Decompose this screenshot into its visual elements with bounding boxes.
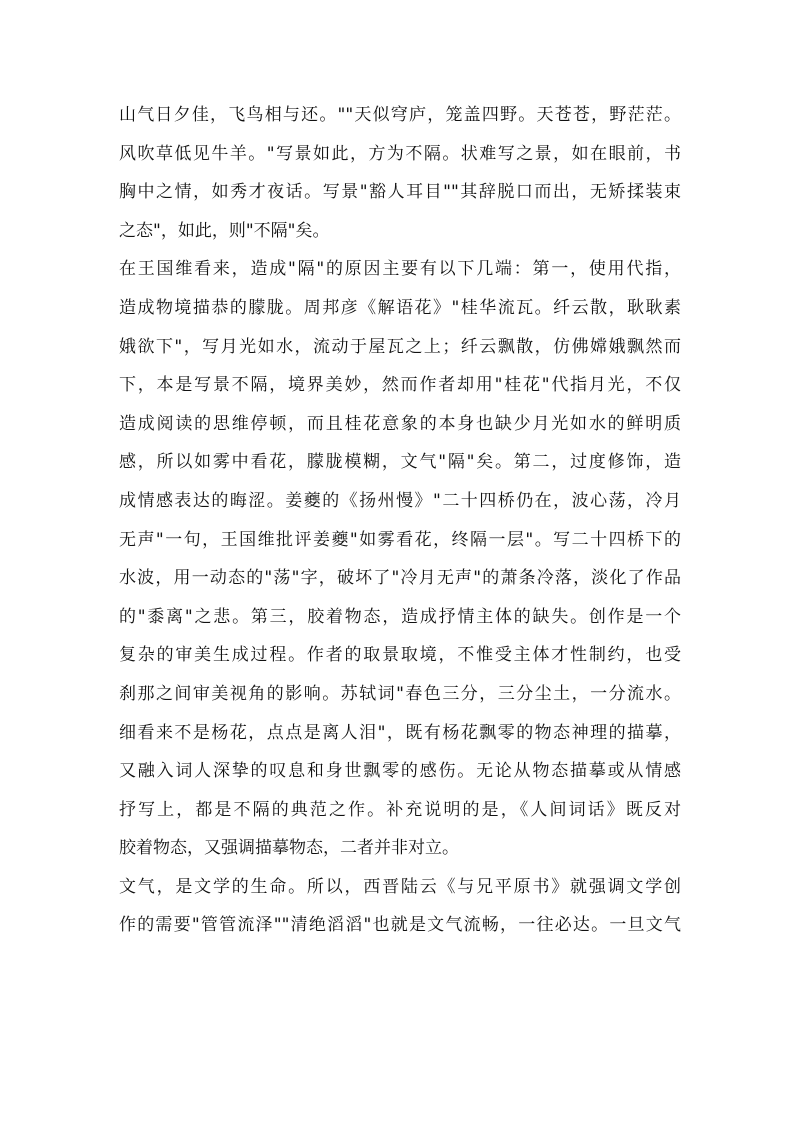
text-line: 之态"，如此，则"不隔"矣。 bbox=[119, 220, 330, 241]
document-body bbox=[119, 100, 681, 949]
text-line: 刹那之间审美视角的影响。苏轼词"春色三分，三分尘土，一分流水。 bbox=[119, 683, 681, 704]
text-line: 的"黍离"之悲。第三，胶着物态，造成抒情主体的缺失。创作是一个 bbox=[119, 606, 681, 627]
text-line: 细看来不是杨花，点点是离人泪"，既有杨花飘零的物态神理的描摹， bbox=[119, 722, 681, 743]
text-line: 抒写上，都是不隔的典范之作。补充说明的是，《人间词话》既反对 bbox=[119, 799, 681, 820]
text-line: 下，本是写景不隔，境界美妙，然而作者却用"桂花"代指月光，不仅 bbox=[119, 375, 681, 396]
text-line: 胶着物态，又强调描摹物态，二者并非对立。 bbox=[119, 838, 459, 859]
text-line: 无声"一句，王国维批评姜夔"如雾看花，终隔一层"。写二十四桥下的 bbox=[119, 529, 681, 550]
text-line: 风吹草低见牛羊。"写景如此，方为不隔。状难写之景，如在眼前，书 bbox=[119, 143, 681, 164]
text-line: 水波，用一动态的"荡"字，破坏了"冷月无声"的萧条冷落，淡化了作品 bbox=[119, 568, 681, 589]
text-line: 感，所以如雾中看花，朦胧模糊，文气"隔"矣。第二，过度修饰，造 bbox=[119, 452, 681, 473]
text-line: 胸中之情，如秀才夜话。写景"豁人耳目""其辞脱口而出，无矫揉装束 bbox=[119, 182, 681, 203]
text-line: 在王国维看来，造成"隔"的原因主要有以下几端：第一，使用代指， bbox=[119, 259, 681, 280]
text-line: 文气，是文学的生命。所以，西晋陆云《与兄平原书》就强调文学创 bbox=[119, 876, 681, 897]
text-line: 造成阅读的思维停顿，而且桂花意象的本身也缺少月光如水的鲜明质 bbox=[119, 413, 681, 434]
text-line: 成情感表达的晦涩。姜夔的《扬州慢》"二十四桥仍在，波心荡，冷月 bbox=[119, 490, 681, 511]
text-line: 复杂的审美生成过程。作者的取景取境，不惟受主体才性制约，也受 bbox=[119, 645, 681, 666]
text-line: 又融入词人深挚的叹息和身世飘零的感伤。无论从物态描摹或从情感 bbox=[119, 761, 681, 782]
text-line: 作的需要"管管流泽""清绝滔滔"也就是文气流畅，一往必达。一旦文气 bbox=[119, 915, 681, 936]
text-line: 造成物境描恭的朦胧。周邦彦《解语花》"桂华流瓦。纤云散，耿耿素 bbox=[119, 297, 681, 318]
text-line: 山气日夕佳，飞鸟相与还。""天似穹庐，笼盖四野。天苍苍，野茫茫。 bbox=[119, 105, 681, 125]
text-line: 娥欲下"，写月光如水，流动于屋瓦之上；纤云飘散，仿佛嫦娥飘然而 bbox=[119, 336, 681, 357]
